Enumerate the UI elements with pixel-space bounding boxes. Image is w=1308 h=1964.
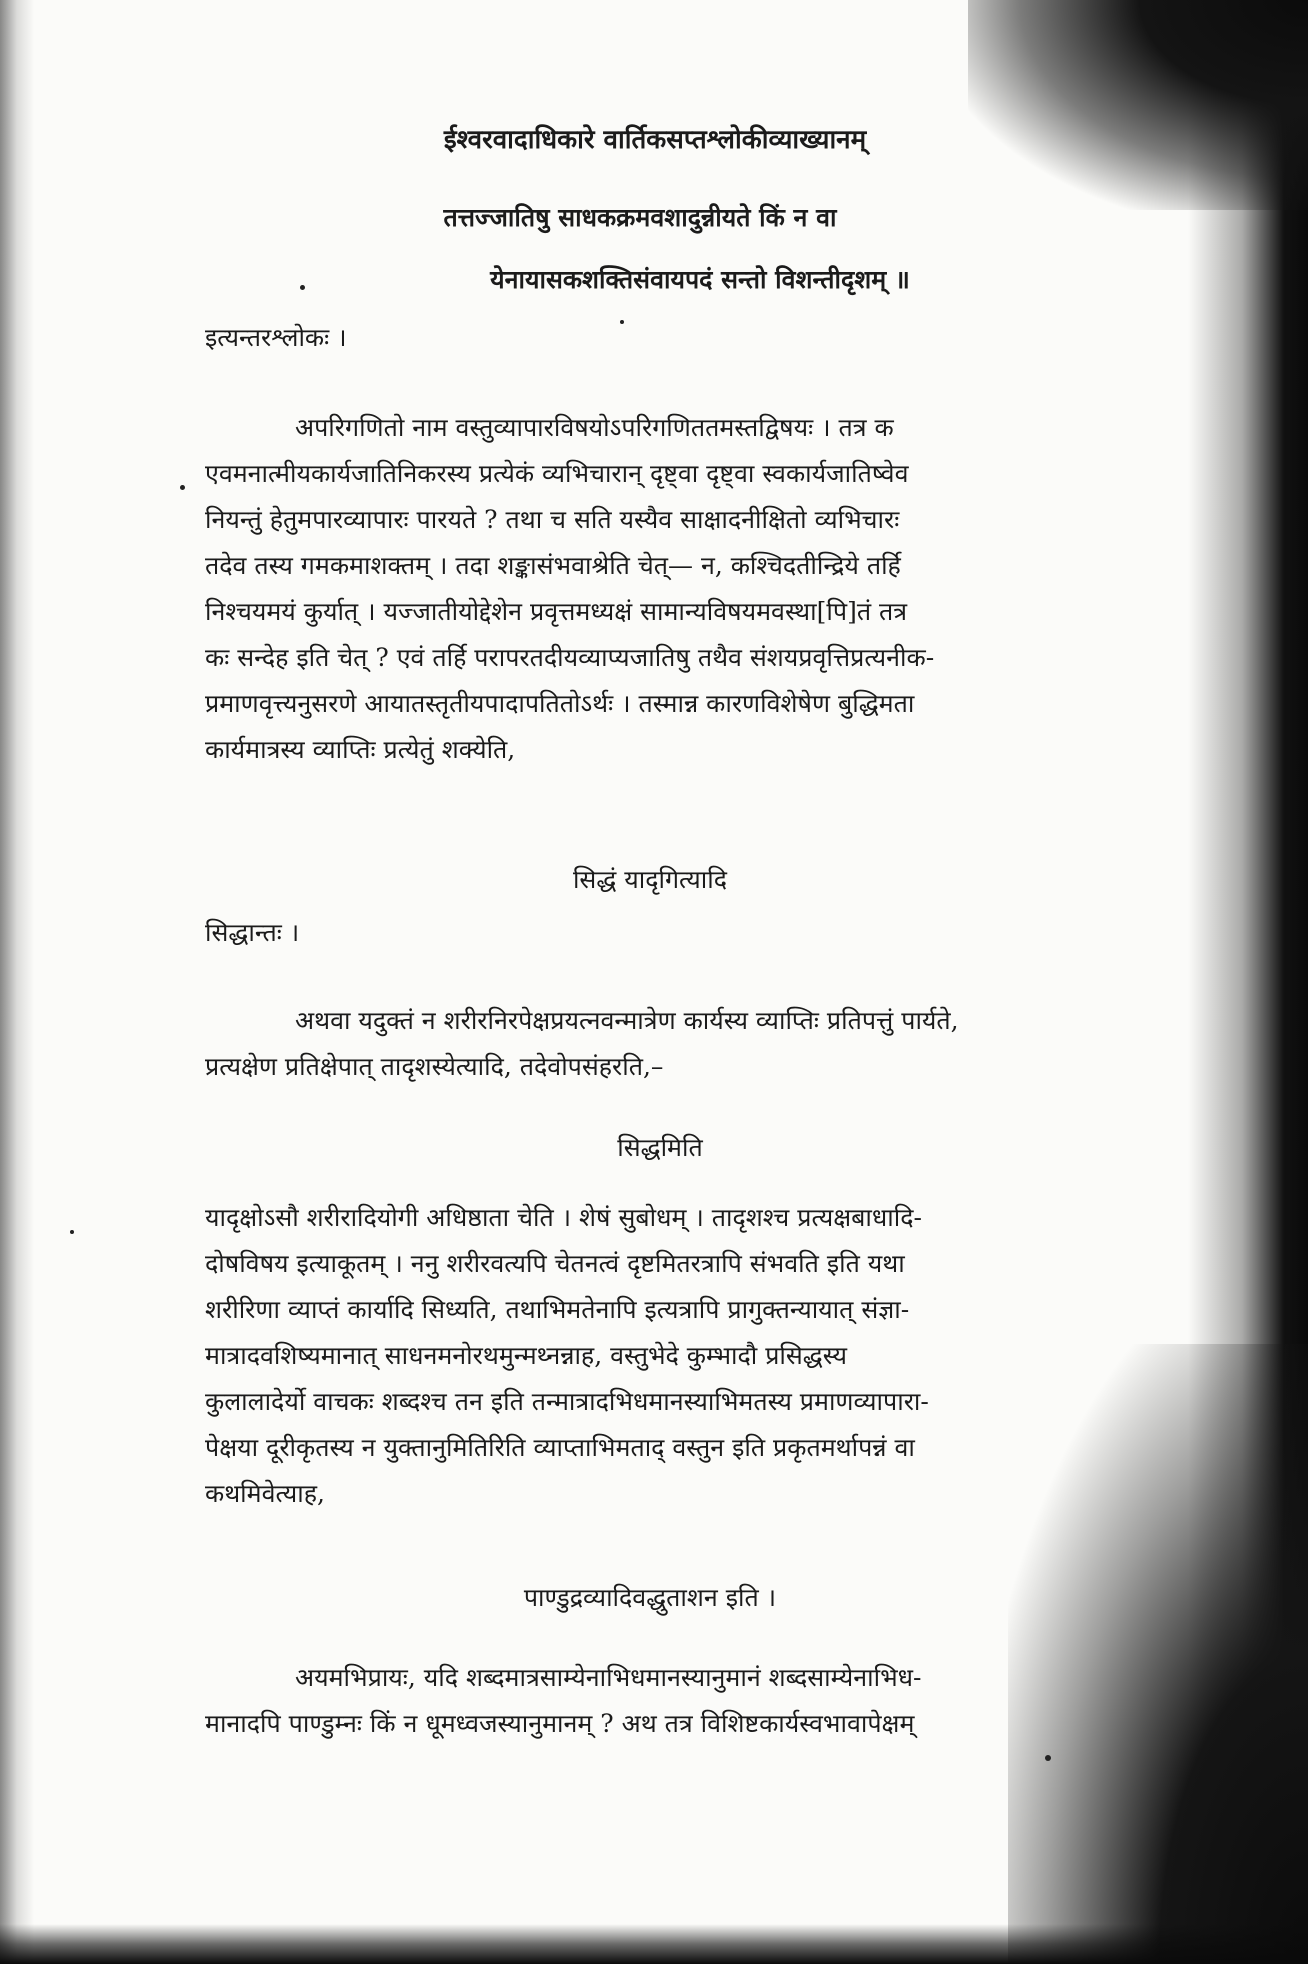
paragraph-line: कार्यमात्रस्य व्याप्तिः प्रत्येतुं शक्येति,	[205, 735, 516, 764]
left-scan-shadow	[0, 0, 34, 1964]
siddhanta-label: सिद्धान्तः ।	[205, 918, 300, 947]
paragraph-line: एवमनात्मीयकार्यजातिनिकरस्य प्रत्येकं व्यभिचारान् दृष्ट्वा दृष्ट्वा स्वकार्यजातिष्वेव	[205, 459, 909, 488]
paragraph-line: अपरिगणितो नाम वस्तुव्यापारविषयोऽपरिगणिततमस्तद्विषयः । तत्र क	[295, 413, 894, 442]
paragraph-line: नियन्तुं हेतुमपारव्यापारः पारयते ? तथा च सति यस्यैव साक्षादनीक्षितो व्यभिचारः	[205, 505, 900, 534]
bottom-scan-shadow	[0, 1924, 1308, 1964]
paragraph-line: तदेव तस्य गमकमाशक्तम् । तदा शङ्कासंभवाश्रेति चेत्— न, कश्चिदतीन्द्रिये तर्हि	[205, 551, 901, 580]
paragraph-3	[205, 1195, 1145, 1517]
paragraph-line: प्रमाणवृत्त्यनुसरणे आयातस्तृतीयपादापतितोऽर्थः । तस्मान्न कारणविशेषेण बुद्धिमता	[205, 689, 915, 718]
verse-line-1: तत्तज्जातिषु साधकक्रमवशादुन्नीयते किं न वा	[443, 203, 837, 232]
paragraph-line: कः सन्देह इति चेत् ? एवं तर्हि परापरतदीयव्याप्यजातिषु तथैव संशयप्रवृत्तिप्रत्यनीक-	[205, 643, 935, 672]
paragraph-line: मानादपि पाण्डुम्नः किं न धूमध्वजस्यानुमानम् ? अथ तत्र विशिष्टकार्यस्वभावापेक्षम्	[205, 1709, 915, 1738]
ink-speck	[180, 485, 185, 490]
paragraph-line: दोषविषय इत्याकूतम् । ननु शरीरवत्यपि चेतनत्वं दृष्टमितरत्रापि संभवति इति यथा	[205, 1249, 905, 1278]
paragraph-line: मात्रादवशिष्यमानात् साधनमनोरथमुन्मथ्नन्नाह, वस्तुभेदे कुम्भादौ प्रसिद्धस्य	[205, 1341, 848, 1370]
paragraph-1	[205, 405, 1145, 773]
ink-speck	[300, 285, 305, 290]
verse-line-2: येनायासकशक्तिसंवायपदं सन्तो विशन्तीदृशम् ॥	[490, 265, 910, 294]
intro-label: इत्यन्तरश्लोकः ।	[205, 323, 347, 352]
paragraph-4	[205, 1655, 1145, 1747]
paragraph-line: यादृक्षोऽसौ शरीरादियोगी अधिष्ठाता चेति । शेषं सुबोधम् । तादृशश्च प्रत्यक्षबाधादि-	[205, 1203, 922, 1232]
paragraph-line: कथमिवेत्याह,	[205, 1479, 325, 1508]
paragraph-line: अयमभिप्रायः, यदि शब्दमात्रसाम्येनाभिधमानस्यानुमानं शब्दसाम्येनाभिध-	[295, 1663, 922, 1692]
paragraph-line: पेक्षया दूरीकृतस्य न युक्तानुमितिरिति व्याप्ताभिमताद् वस्तुन इति प्रकृतमर्थापन्नं वा	[205, 1433, 915, 1462]
running-head: ईश्वरवादाधिकारे वार्तिकसप्तश्लोकीव्याख्यानम्	[443, 125, 867, 155]
paragraph-line: शरीरिणा व्याप्तं कार्यादि सिध्यति, तथाभिमतेनापि इत्यत्रापि प्रागुक्तन्यायात् संज्ञा-	[205, 1295, 910, 1324]
top-right-scan-shadow	[968, 0, 1308, 210]
mula-quote-1: सिद्धं यादृगित्यादि	[572, 865, 728, 894]
paragraph-2	[205, 998, 1145, 1090]
paragraph-line: निश्चयमयं कुर्यात् । यज्जातीयोद्देशेन प्रवृत्तमध्यक्षं सामान्यविषयमवस्था[पि]तं तत्र	[205, 597, 908, 626]
mula-quote-2: सिद्धमिति	[617, 1133, 703, 1162]
ink-speck	[70, 1230, 74, 1234]
paragraph-line: प्रत्यक्षेण प्रतिक्षेपात् तादृशस्येत्यादि, तदेवोपसंहरति,–	[205, 1052, 664, 1081]
ink-speck	[1045, 1755, 1051, 1761]
mula-quote-3: पाण्डुद्रव्यादिवद्धुताशन इति ।	[523, 1583, 777, 1612]
paragraph-line: अथवा यदुक्तं न शरीरनिरपेक्षप्रयत्नवन्मात्रेण कार्यस्य व्याप्तिः प्रतिपत्तुं पार्यते,	[295, 1006, 959, 1035]
paragraph-line: कुलालादेर्यो वाचकः शब्दश्च तन इति तन्मात्रादभिधमानस्याभिमतस्य प्रमाणव्यापारा-	[205, 1387, 929, 1416]
